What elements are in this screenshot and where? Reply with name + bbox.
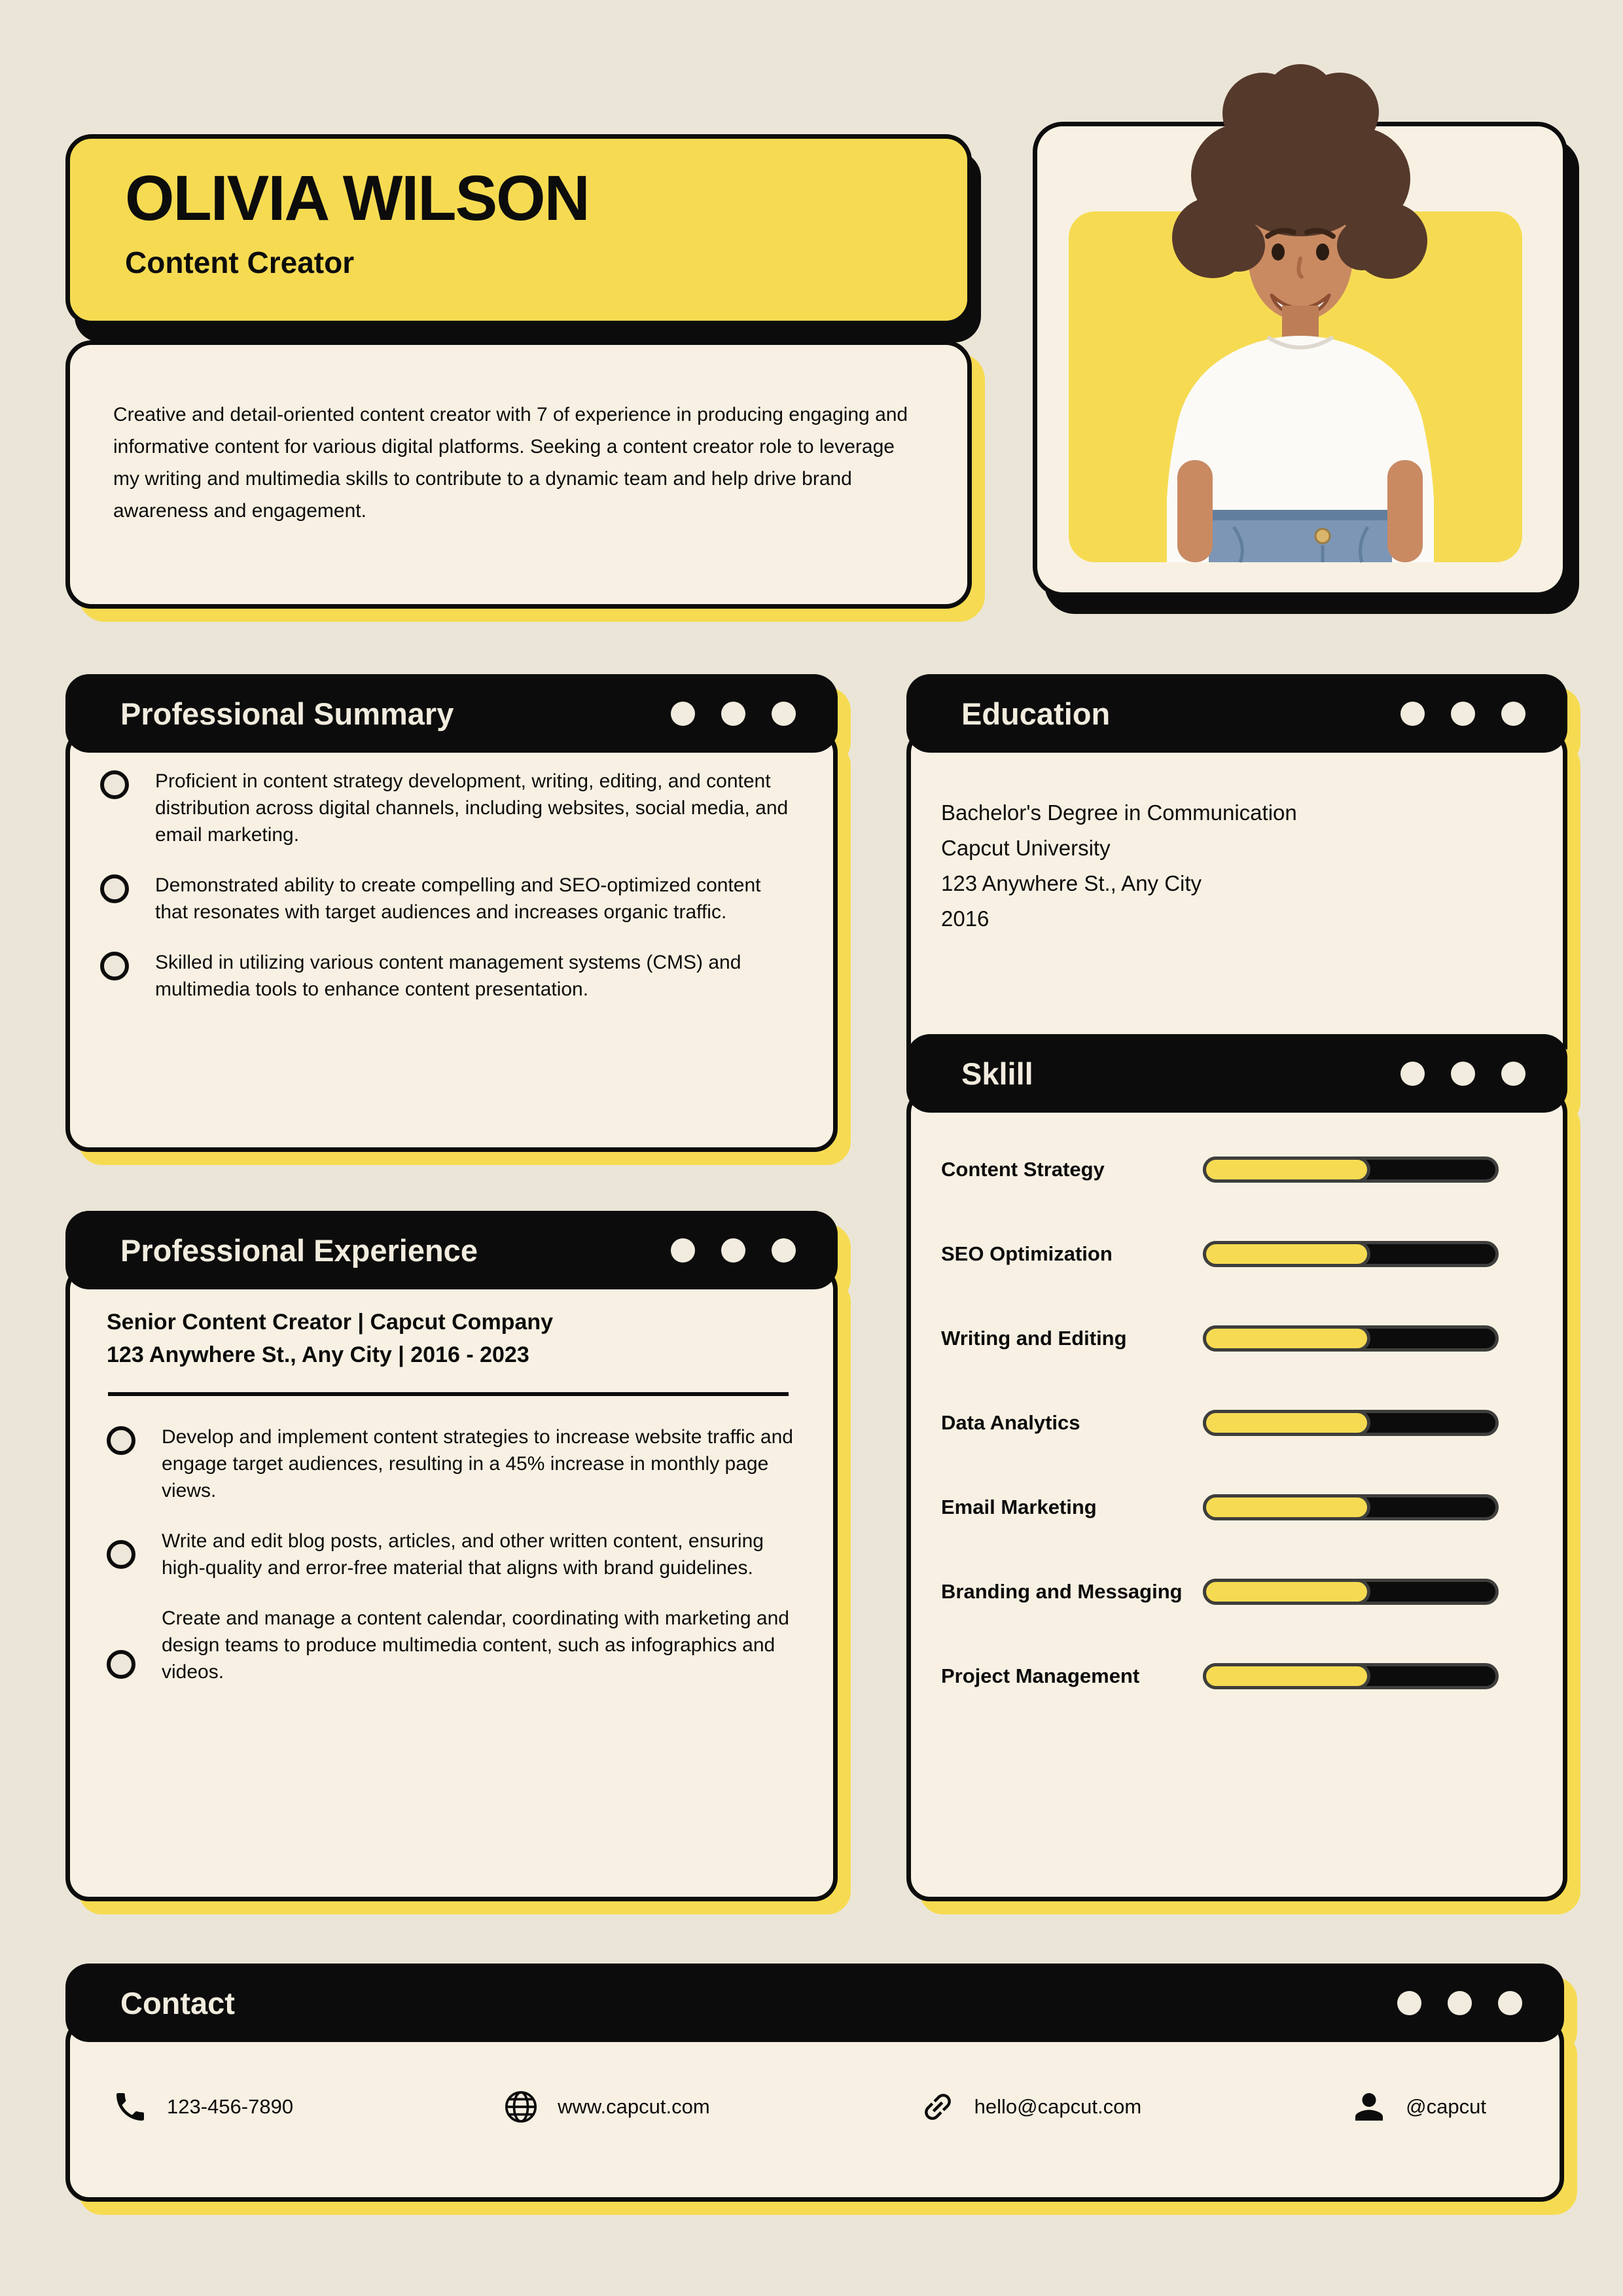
photo-card	[1033, 122, 1567, 597]
skill-label: SEO Optimization	[941, 1242, 1113, 1265]
summary-item-text: Proficient in content strategy development, writing, editing, and content distribution across digital channels, including websites, social media, and email marketing.	[155, 770, 789, 846]
education-school: Capcut University	[941, 836, 1111, 860]
window-dot	[1400, 1062, 1425, 1086]
window-dot	[772, 1238, 796, 1263]
contact-email-text: hello@capcut.com	[974, 2095, 1142, 2118]
experience-divider	[108, 1392, 789, 1396]
summary-item-text: Skilled in utilizing various content management systems (CMS) and multimedia tools to enhance content presentation.	[155, 952, 741, 1000]
skill-row	[941, 1410, 1499, 1436]
professional-summary-body	[65, 729, 838, 1152]
phone-icon	[112, 2089, 149, 2125]
professional-summary-header	[65, 674, 838, 753]
skill-bar-fill	[1203, 1157, 1370, 1183]
skill-row	[941, 1325, 1499, 1352]
window-dots	[1400, 1062, 1525, 1086]
skill-bar-fill	[1203, 1241, 1370, 1267]
contact-header	[65, 1964, 1564, 2042]
experience-item-text: Create and manage a content calendar, coordinating with marketing and design teams to produce multimedia content, such as infographics and videos.	[162, 1607, 789, 1683]
globe-icon	[503, 2089, 539, 2125]
bullet-circle-icon	[100, 874, 129, 903]
contact-phone[interactable]	[112, 2089, 293, 2125]
window-dot	[1501, 1062, 1525, 1086]
skills-header	[906, 1034, 1567, 1113]
window-dot	[1400, 702, 1425, 726]
contact-website[interactable]	[503, 2089, 710, 2125]
skill-bar	[1203, 1663, 1499, 1689]
skill-label: Email Marketing	[941, 1496, 1097, 1518]
experience-role: Senior Content Creator | Capcut Company	[107, 1310, 554, 1335]
section-title: Professional Summary	[120, 696, 454, 731]
contact-social-text: @capcut	[1406, 2095, 1486, 2118]
user-icon	[1351, 2089, 1387, 2125]
skill-row	[941, 1494, 1499, 1520]
contact-phone-text: 123-456-7890	[167, 2095, 294, 2118]
summary-item	[100, 872, 790, 925]
experience-meta: 123 Anywhere St., Any City | 2016 - 2023	[107, 1342, 529, 1367]
bullet-circle-icon	[100, 952, 129, 980]
skill-bar-fill	[1203, 1663, 1370, 1689]
skill-row	[941, 1579, 1499, 1605]
summary-item	[100, 768, 790, 848]
skill-bar-fill	[1203, 1494, 1370, 1520]
person-name: OLIVIA WILSON	[125, 162, 589, 234]
education-header	[906, 674, 1567, 753]
skill-label: Project Management	[941, 1664, 1140, 1687]
intro-card	[65, 340, 972, 609]
window-dots	[671, 702, 796, 726]
window-dots	[1400, 702, 1525, 726]
skill-bar	[1203, 1241, 1499, 1267]
window-dot	[1498, 1991, 1522, 2015]
section-title: Contact	[120, 1985, 235, 2020]
portrait-illustration	[1037, 41, 1563, 601]
skill-row	[941, 1241, 1499, 1267]
contact-website-text: www.capcut.com	[558, 2095, 710, 2118]
window-dot	[772, 702, 796, 726]
person-role: Content Creator	[125, 245, 355, 279]
skills-section	[906, 1034, 1567, 1901]
window-dots	[1397, 1991, 1522, 2015]
skill-label: Content Strategy	[941, 1158, 1105, 1181]
skill-row	[941, 1157, 1499, 1183]
window-dot	[1501, 702, 1525, 726]
skill-bar	[1203, 1410, 1499, 1436]
window-dot	[1451, 702, 1475, 726]
experience-item	[107, 1605, 794, 1685]
window-dot	[721, 1238, 745, 1263]
skill-label: Branding and Messaging	[941, 1580, 1183, 1603]
skill-bar-fill	[1203, 1579, 1370, 1605]
contact-email[interactable]	[919, 2089, 1141, 2125]
window-dots	[671, 1238, 796, 1263]
summary-item-text: Demonstrated ability to create compelling and SEO-optimized content that resonates with target audiences and increases organic traffic.	[155, 874, 761, 923]
contact-body	[65, 2018, 1564, 2202]
education-address: 123 Anywhere St., Any City	[941, 871, 1202, 895]
window-dot	[721, 702, 745, 726]
section-title: Professional Experience	[120, 1232, 478, 1268]
skill-bar	[1203, 1494, 1499, 1520]
skill-bar	[1203, 1325, 1499, 1352]
experience-item-text: Write and edit blog posts, articles, and other written content, ensuring high-quality and error-free material that aligns with brand guidelines.	[162, 1530, 764, 1579]
experience-section	[65, 1211, 838, 1901]
bullet-circle-icon	[107, 1650, 135, 1679]
window-dot	[1448, 1991, 1472, 2015]
experience-item	[107, 1528, 794, 1581]
education-degree: Bachelor's Degree in Communication	[941, 800, 1297, 825]
section-title: Sklill	[961, 1056, 1033, 1091]
skill-bar	[1203, 1157, 1499, 1183]
contact-section	[65, 1964, 1564, 2202]
skills-body	[906, 1089, 1567, 1901]
skill-bar-fill	[1203, 1325, 1370, 1352]
window-dot	[1397, 1991, 1421, 2015]
name-card	[65, 134, 972, 325]
skill-row	[941, 1663, 1499, 1689]
experience-header	[65, 1211, 838, 1289]
summary-item	[100, 949, 790, 1003]
window-dot	[1451, 1062, 1475, 1086]
bullet-circle-icon	[100, 770, 129, 799]
window-dot	[671, 1238, 695, 1263]
bullet-circle-icon	[107, 1426, 135, 1455]
experience-item-text: Develop and implement content strategies to increase website traffic and engage target audiences, resulting in a 45% increase in monthly page views.	[162, 1426, 793, 1501]
experience-item	[107, 1424, 794, 1504]
intro-text: Creative and detail-oriented content creator with 7 of experience in producing engaging and informative content for various digital platforms. Seeking a content creator role to leverage my writing and multimedia skills to contribute to a dynamic team and help drive brand awareness and engagement.	[113, 404, 908, 522]
experience-body	[65, 1266, 838, 1901]
skill-bar	[1203, 1579, 1499, 1605]
skill-bar-fill	[1203, 1410, 1370, 1436]
contact-social[interactable]	[1351, 2089, 1486, 2125]
skill-label: Data Analytics	[941, 1411, 1080, 1434]
education-year: 2016	[941, 906, 990, 931]
window-dot	[671, 702, 695, 726]
bullet-circle-icon	[107, 1540, 135, 1569]
professional-summary-section	[65, 674, 838, 1152]
link-icon	[919, 2089, 956, 2125]
section-title: Education	[961, 696, 1111, 731]
skill-label: Writing and Editing	[941, 1327, 1127, 1350]
